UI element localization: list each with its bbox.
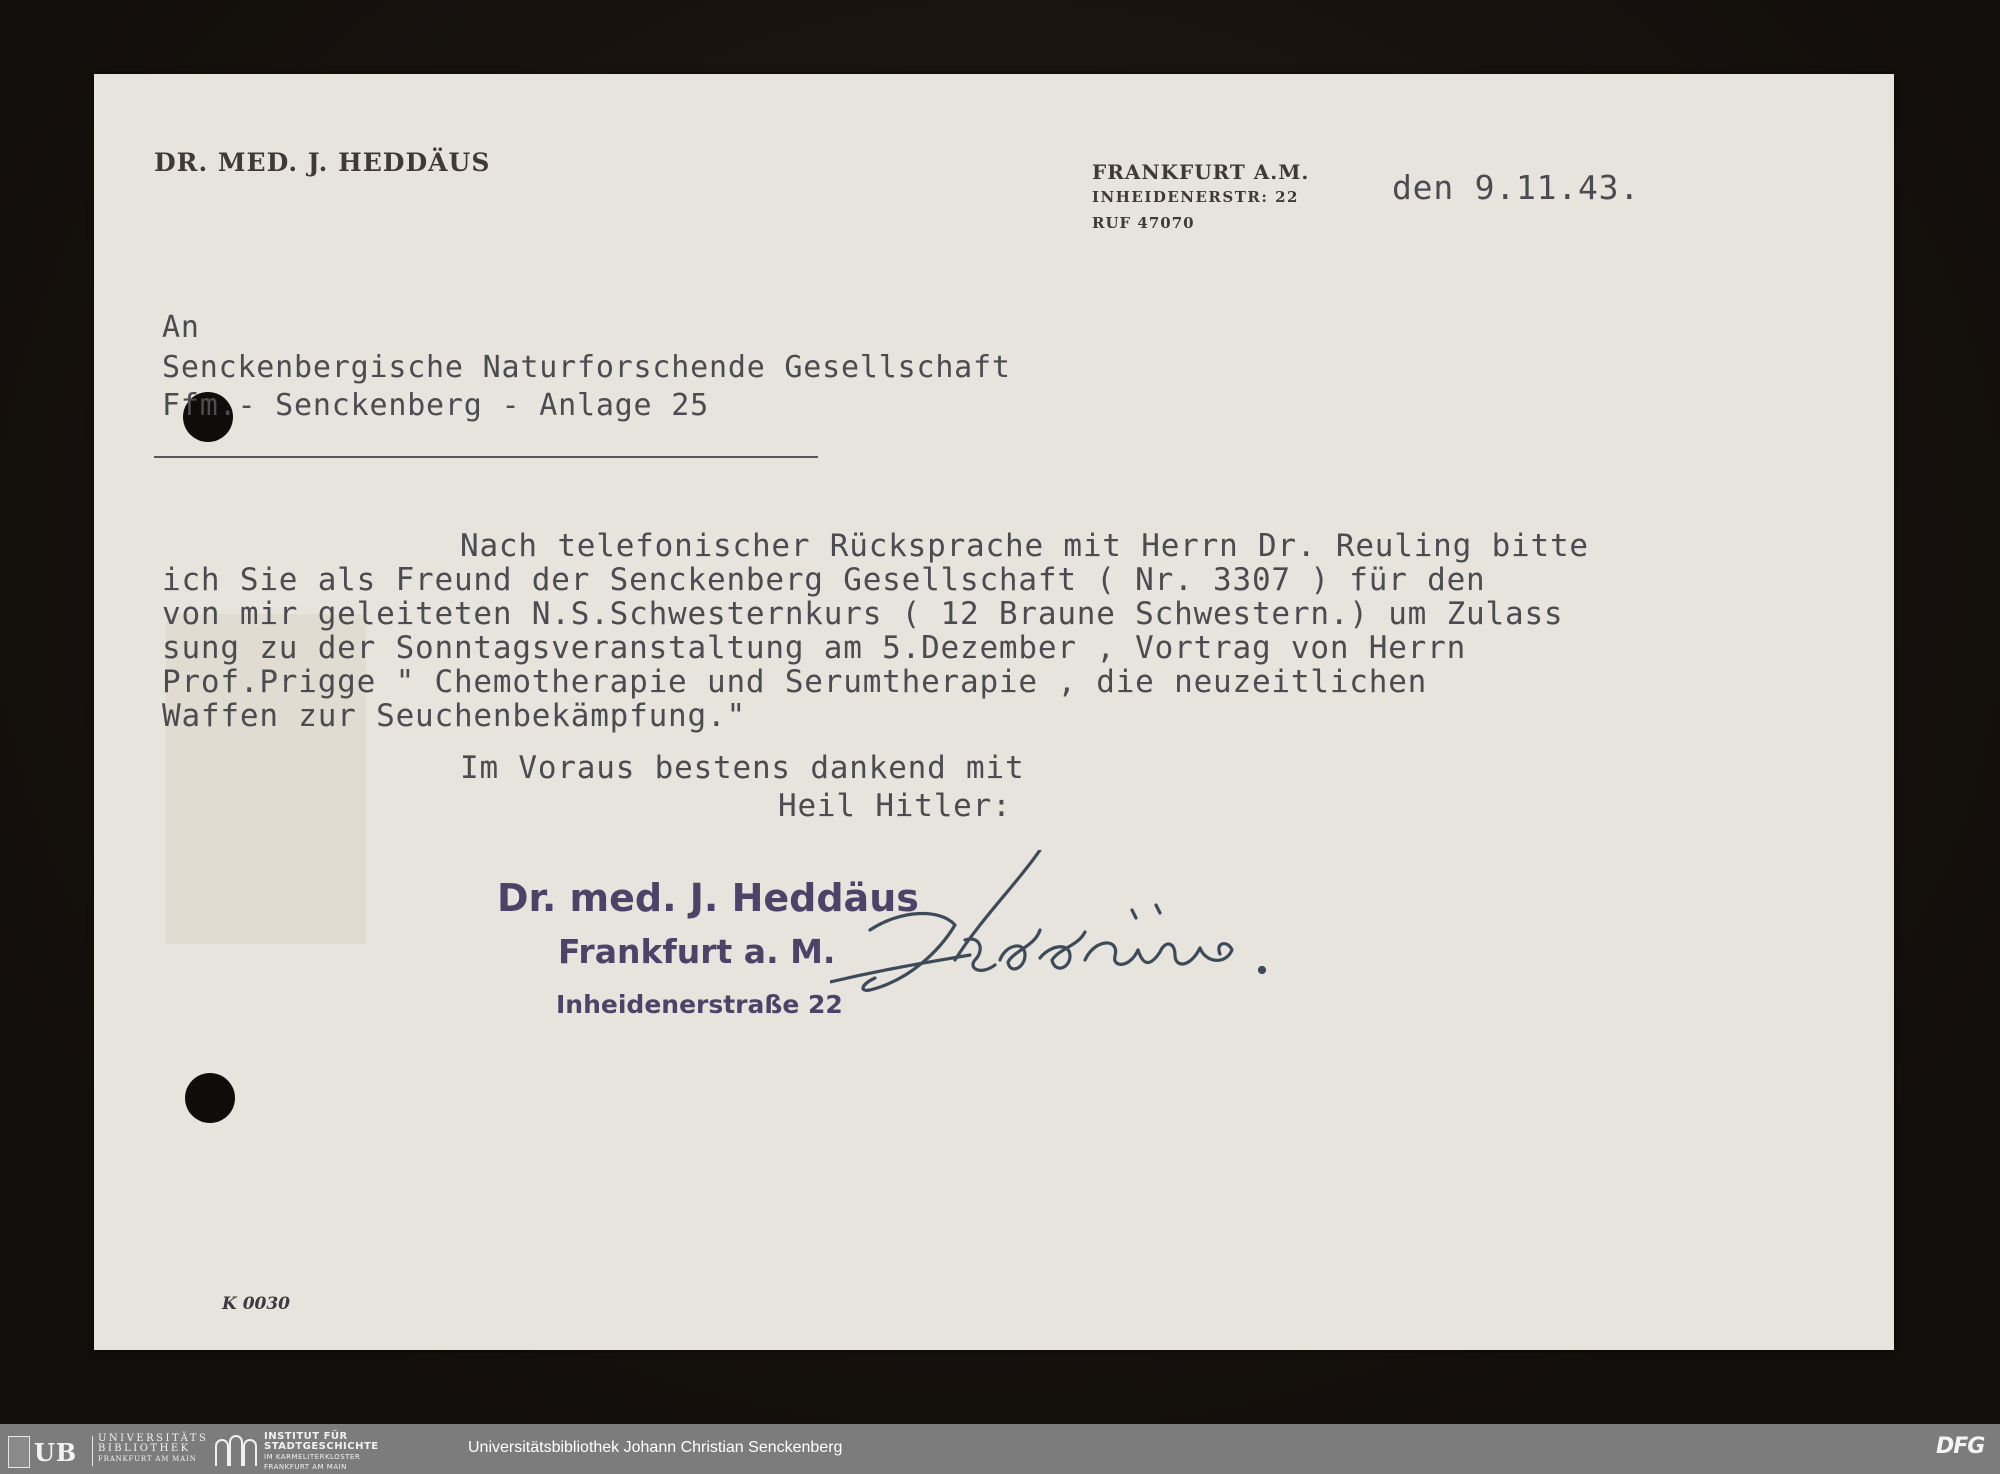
letter-date: den 9.11.43.: [1392, 168, 1641, 207]
ub-logo-icon: [8, 1436, 30, 1468]
footer-bar: [0, 1424, 2000, 1474]
recipient-line-1: Senckenbergische Naturforschende Gesellschaft: [162, 350, 1011, 385]
institute-line-1: INSTITUT FÜR: [264, 1431, 348, 1442]
body-line: Prof.Prigge " Chemotherapie und Serumtherapie , die neuzeitlichen: [162, 664, 1428, 700]
ub-logo-line-1: UNIVERSITÄTS: [98, 1433, 209, 1444]
ub-logo-text: [98, 1434, 208, 1464]
ub-logo-line-2: BIBLIOTHEK: [98, 1443, 191, 1454]
ub-logo-letters: UB: [34, 1438, 78, 1467]
institute-line-3: IM KARMELITERKLOSTER: [264, 1453, 361, 1461]
signature-icon: [830, 850, 1350, 1030]
body-line: Waffen zur Seuchenbekämpfung.": [162, 698, 746, 734]
institute-logo-text: [264, 1432, 379, 1472]
ub-logo[interactable]: [8, 1433, 209, 1468]
body-line: sung zu der Sonntagsveranstaltung am 5.Dezember , Vortrag von Herrn: [162, 630, 1467, 666]
letterhead-street: INHEIDENERSTR: 22: [1092, 188, 1299, 206]
arches-icon: [214, 1434, 258, 1466]
dfg-logo[interactable]: DFG: [1936, 1434, 1985, 1459]
closing-line-1: Im Voraus bestens dankend mit: [460, 750, 1025, 786]
body-line: Nach telefonischer Rücksprache mit Herrn Dr. Reuling bitte: [460, 528, 1589, 564]
stamp-city: Frankfurt a. M.: [558, 932, 836, 971]
recipient-salutation: An: [162, 310, 200, 345]
institute-line-4: FRANKFURT AM MAIN: [264, 1463, 347, 1471]
institute-line-2: STADTGESCHICHTE: [264, 1441, 379, 1452]
stamp-name: Dr. med. J. Heddäus: [497, 876, 919, 920]
stamp-street: Inheidenerstraße 22: [556, 990, 843, 1019]
letterhead-phone: RUF 47070: [1092, 214, 1195, 232]
recipient-line-2: Ffm.- Senckenberg - Anlage 25: [162, 388, 709, 423]
punch-hole-icon: [185, 1073, 235, 1123]
archive-mark: K 0030: [222, 1294, 291, 1314]
letterhead-city: FRANKFURT A.M.: [1092, 160, 1310, 184]
body-line: ich Sie als Freund der Senckenberg Gesellschaft ( Nr. 3307 ) für den: [162, 562, 1486, 598]
ub-logo-line-3: FRANKFURT AM MAIN: [98, 1455, 197, 1463]
body-line: von mir geleiteten N.S.Schwesternkurs ( 12 Braune Schwestern.) um Zulass: [162, 596, 1564, 632]
institute-logo[interactable]: [214, 1432, 394, 1470]
address-underline: [154, 456, 818, 458]
ub-logo-divider: [92, 1436, 93, 1466]
closing-line-2: Heil Hitler:: [778, 788, 1012, 824]
letterhead-name: DR. MED. J. HEDDÄUS: [154, 148, 491, 177]
library-title[interactable]: Universitätsbibliothek Johann Christian Senckenberg: [468, 1439, 843, 1456]
